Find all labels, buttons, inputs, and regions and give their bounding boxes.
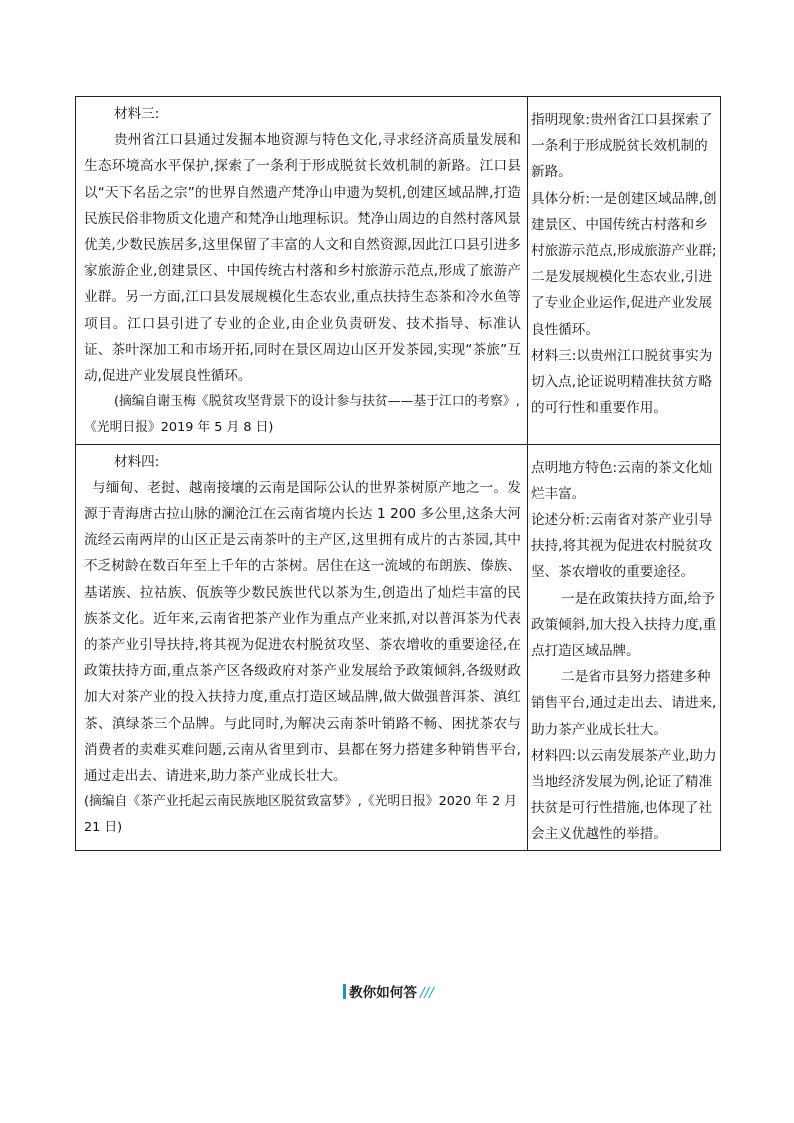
- footer-label: 教你如何答: [349, 985, 417, 1001]
- table-row: [76, 97, 721, 445]
- table-row: [76, 444, 721, 850]
- analysis3-detail: 具体分析:一是创建区域品牌,创建景区、中国传统古村落和乡村旅游示范点,形成旅游产业群;二是发展规模化生态农业,引进了专业企业运作,促进产业发展良性循环。: [531, 190, 717, 338]
- material3-source: (摘编自谢玉梅《脱贫攻坚背景下的设计参与扶贫——基于江口的考察》,《光明日报》2019 年 5 月 8 日): [84, 394, 520, 436]
- material4-cell: [76, 444, 528, 850]
- analysis4-second: 二是省市县努力搭建多种销售平台,通过走出去、请进来,助力茶产业成长壮大。: [531, 669, 717, 738]
- material4-body: 与缅甸、老挝、越南接壤的云南是国际公认的世界茶树原产地之一。发源于青海唐古拉山脉的澜沧江在云南省境内长达 1 200 多公里,这条大河流经云南两岸的山区正是云南茶叶的主产区,这里拥有成片的古茶园,其中不乏树龄在数百年至上千年的古茶树。居住在这一流域的布朗族、傣族、基诺族、拉祜族、佤族等少数民族世代以茶为生,创造出了灿烂丰富的民族茶文化。近年来,云南省把茶产业作为重点产业来抓,对以普洱茶为代表的茶产业引导扶持,将其视为促进农村脱贫攻坚、茶农增收的重要途径,在政策扶持方面,重点茶产区各级政府对茶产业发展给予政策倾斜,各级财政加大对茶产业的投入扶持力度,重点打造区域品牌,做大做强普洱茶、滇红茶、滇绿茶三个品牌。与此同时,为解决云南茶叶销路不畅、困扰茶农与消费者的卖难买难问题,云南从省里到市、县都在努力搭建多种销售平台,通过走出去、请进来,助力茶产业成长壮大。: [84, 479, 521, 785]
- material4-heading: 材料四:: [114, 453, 160, 470]
- analysis3-cell: [528, 97, 721, 445]
- material4-source: (摘编自《茶产业托起云南民族地区脱贫致富梦》,《光明日报》2020 年 2 月 21 日): [84, 794, 518, 836]
- analysis4-cell: [528, 444, 721, 850]
- analysis4-point: 点明地方特色:云南的茶文化灿烂丰富。: [531, 459, 713, 502]
- slash-decoration-icon: ///: [419, 985, 434, 1001]
- section-footer-heading: [343, 981, 434, 1001]
- analysis4-detail: 论述分析:云南省对茶产业引导扶持,将其视为促进农村脱贫攻坚、茶农增收的重要途径。: [531, 512, 713, 581]
- material3-body: 贵州省江口县通过发掘本地资源与特色文化,寻求经济高质量发展和生态环境高水平保护,探索了一条利于形成脱贫长效机制的新路。江口县以“天下名岳之宗”的世界自然遗产梵净山申遗为契机,创建区域品牌,打造民族民俗非物质文化遗产和梵净山地理标识。梵净山周边的自然村落风景优美,少数民族居多,这里保留了丰富的人文和自然资源,因此江口县引进多家旅游企业,创建景区、中国传统古村落和乡村旅游示范点,形成了旅游产业群。另一方面,江口县发展规模化生态农业,重点扶持生态茶和冷水鱼等项目。江口县引进了专业的企业,由企业负责研发、技术指导、标准认证、茶叶深加工和市场开拓,同时在景区周边山区开发茶园,实现“茶旅”互动,促进产业发展良性循环。: [84, 132, 521, 385]
- analysis4-summary: 材料四:以云南发展茶产业,助力当地经济发展为例,论证了精准扶贫是可行性措施,也体现了社会主义优越性的举措。: [531, 747, 717, 843]
- analysis4-first: 一是在政策扶持方面,给予政策倾斜,加大投入扶持力度,重点打造区域品牌。: [531, 590, 717, 660]
- accent-bar-icon: [343, 984, 346, 999]
- analysis3-summary: 材料三:以贵州江口脱贫事实为切入点,论证说明精准扶贫方略的可行性和重要作用。: [531, 347, 713, 417]
- material3-cell: [76, 97, 528, 445]
- material3-heading: 材料三:: [114, 106, 160, 122]
- material-analysis-table: [75, 96, 721, 851]
- analysis3-point: 指明现象:贵州省江口县探索了一条利于形成脱贫长效机制的新路。: [531, 112, 713, 181]
